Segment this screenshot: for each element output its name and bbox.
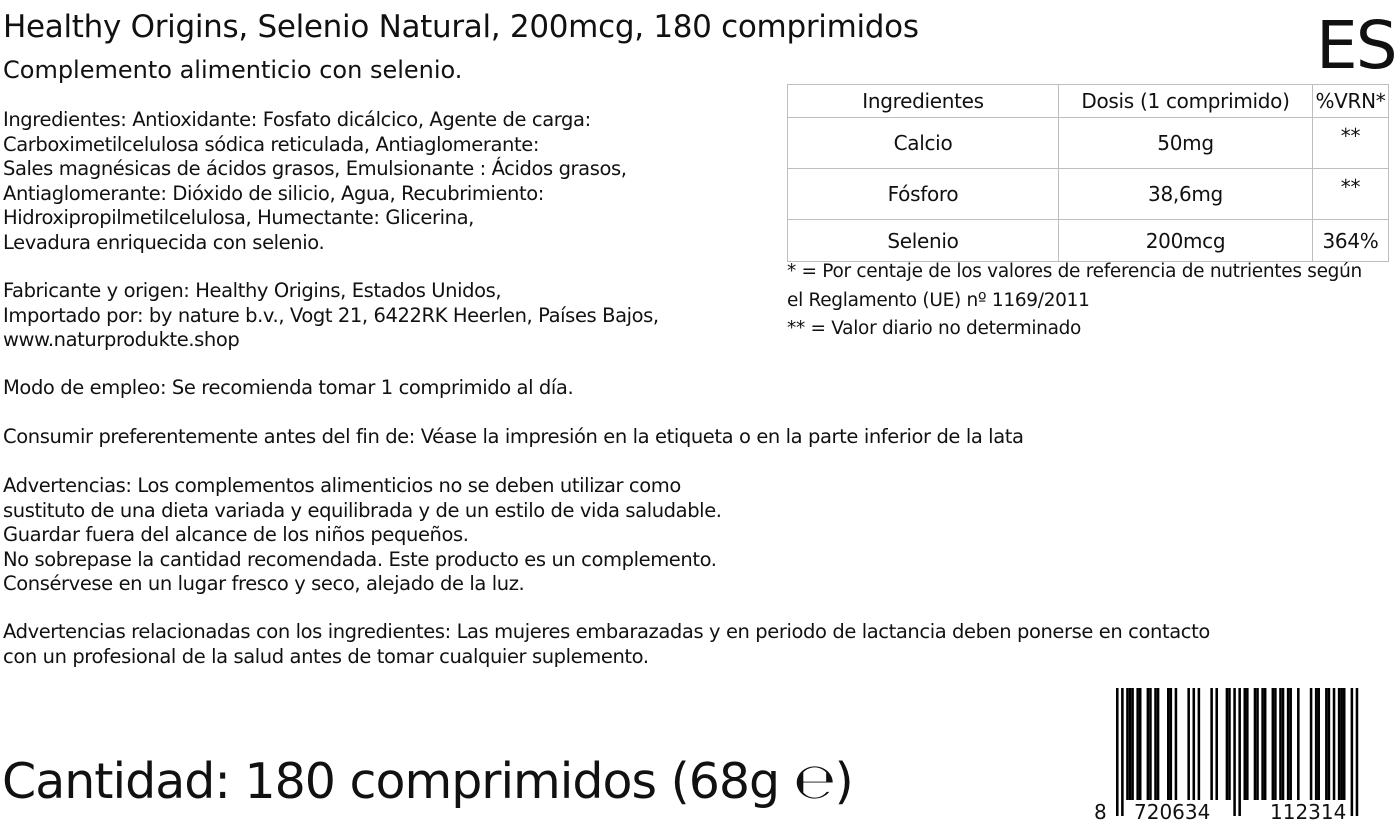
nutrient-name: Selenio bbox=[788, 220, 1059, 262]
barcode-bar bbox=[1149, 688, 1152, 800]
barcode-bar bbox=[1343, 688, 1346, 800]
nutrient-name: Fósforo bbox=[788, 169, 1059, 220]
barcode-bar bbox=[1328, 688, 1331, 800]
ingredients-block bbox=[3, 108, 627, 256]
best-before-note bbox=[3, 425, 1024, 450]
ingredient-warnings-block bbox=[3, 620, 1210, 669]
nutrient-dose: 38,6mg bbox=[1059, 169, 1313, 220]
footnote-line: el Reglamento (UE) nº 1169/2011 bbox=[787, 289, 1090, 311]
barcode-bar bbox=[1170, 688, 1173, 800]
barcode-bar bbox=[1315, 688, 1318, 800]
ingredients-line: Sales magnésicas de ácidos grasos, Emulsionante : Ácidos grasos, bbox=[3, 157, 627, 181]
barcode-bar bbox=[1167, 688, 1170, 800]
warnings-line: No sobrepase la cantidad recomendada. Este producto es un complemento. bbox=[3, 547, 717, 571]
nutrient-vrn: ** bbox=[1313, 118, 1389, 169]
barcode-guard-bar bbox=[1233, 688, 1236, 816]
barcode-bar bbox=[1274, 688, 1277, 800]
ingredients-line: Carboximetilcelulosa sódica reticulada, Antiaglomerante: bbox=[3, 132, 540, 156]
barcode-bar bbox=[1317, 688, 1320, 800]
ingredients-line: Hidroxipropilmetilcelulosa, Humectante: Glicerina, bbox=[3, 206, 474, 230]
manufacturer-line: Importado por: by nature b.v., Vogt 21, 6422RK Heerlen, Países Bajos, bbox=[3, 303, 659, 327]
product-subtitle: Complemento alimenticio con selenio. bbox=[3, 56, 463, 84]
barcode-bar bbox=[1126, 688, 1129, 800]
net-quantity: Cantidad: 180 comprimidos (68g ℮) bbox=[2, 753, 853, 810]
table-row bbox=[788, 118, 1389, 169]
barcode-bar bbox=[1210, 688, 1213, 800]
barcode-bar bbox=[1136, 688, 1139, 800]
barcode-bar bbox=[1244, 688, 1247, 800]
barcode-bar bbox=[1187, 688, 1190, 800]
column-header: %VRN* bbox=[1313, 85, 1389, 118]
barcode-bar bbox=[1228, 688, 1231, 800]
usage-line: Modo de empleo: Se recomienda tomar 1 comprimido al día. bbox=[3, 376, 574, 399]
column-header: Ingredientes bbox=[788, 85, 1059, 118]
barcode-bar bbox=[1325, 688, 1328, 800]
barcode-bar bbox=[1157, 688, 1160, 800]
barcode-bar bbox=[1256, 688, 1259, 800]
barcode-number bbox=[1094, 800, 1394, 830]
barcode-bar bbox=[1246, 688, 1249, 800]
footnote-line: * = Por centaje de los valores de referencia de nutrientes según bbox=[787, 261, 1362, 282]
barcode-digit-group: 8 bbox=[1094, 800, 1107, 824]
table-row bbox=[788, 220, 1389, 262]
nutrition-table bbox=[787, 84, 1389, 262]
barcode-bar bbox=[1272, 688, 1275, 800]
warnings-line: Consérvese en un lugar fresco y seco, alejado de la luz. bbox=[3, 572, 525, 596]
footnote-line: ** = Valor diario no determinado bbox=[787, 318, 1082, 339]
best-before-line: Consumir preferentemente antes del fin de: Véase la impresión en la etiqueta o en la parte inferior de la lata bbox=[3, 425, 1024, 448]
ingredient-warnings-line: con un profesional de la salud antes de tomar cualquier suplemento. bbox=[3, 644, 649, 668]
nutrient-vrn: ** bbox=[1313, 169, 1389, 220]
barcode-bar bbox=[1289, 688, 1292, 800]
barcode-bar bbox=[1175, 688, 1178, 800]
barcode-guard-bar bbox=[1238, 688, 1241, 816]
nutrient-name: Calcio bbox=[788, 118, 1059, 169]
barcode-bar bbox=[1297, 688, 1300, 800]
barcode-icon bbox=[1116, 688, 1390, 816]
product-title: Healthy Origins, Selenio Natural, 200mcg, 180 comprimidos bbox=[3, 9, 919, 45]
table-row bbox=[788, 169, 1389, 220]
manufacturer-website: www.naturprodukte.shop bbox=[3, 328, 240, 352]
barcode-digit-group: 112314 bbox=[1270, 800, 1347, 824]
ingredients-line: Ingredientes: Antioxidante: Fosfato dicálcico, Agente de carga: bbox=[3, 108, 591, 131]
barcode-bar bbox=[1131, 688, 1134, 800]
barcode-bar bbox=[1198, 688, 1201, 800]
usage-instructions bbox=[3, 376, 573, 401]
manufacturer-line: Fabricante y origen: Healthy Origins, Estados Unidos, bbox=[3, 279, 502, 302]
nutrient-dose: 200mcg bbox=[1059, 220, 1313, 262]
table-header-row bbox=[788, 85, 1389, 118]
warnings-line: Advertencias: Los complementos alimenticios no se deben utilizar como bbox=[3, 474, 681, 497]
barcode-bar bbox=[1287, 688, 1290, 800]
barcode-bar bbox=[1264, 688, 1267, 800]
barcode-bar bbox=[1282, 688, 1285, 800]
barcode-bar bbox=[1261, 688, 1264, 800]
barcode-bar bbox=[1215, 688, 1218, 800]
barcode-digit-group: 720634 bbox=[1134, 800, 1211, 824]
table-footnotes bbox=[787, 258, 1362, 344]
barcode-guard-bar bbox=[1351, 688, 1354, 816]
warnings-line: Guardar fuera del alcance de los niños pequeños. bbox=[3, 523, 469, 547]
warnings-line: sustituto de una dieta variada y equilibrada y de un estilo de vida saludable. bbox=[3, 498, 722, 522]
nutrient-vrn: 364% bbox=[1313, 220, 1389, 262]
barcode-bar bbox=[1147, 688, 1150, 800]
ingredient-warnings-line: Advertencias relacionadas con los ingredientes: Las mujeres embarazadas y en periodo de lactancia deben ponerse en contacto bbox=[3, 620, 1210, 643]
barcode-bar bbox=[1310, 688, 1313, 800]
column-header: Dosis (1 comprimido) bbox=[1059, 85, 1313, 118]
manufacturer-block bbox=[3, 279, 659, 353]
barcode-bar bbox=[1254, 688, 1257, 800]
barcode-guard-bar bbox=[1356, 688, 1359, 816]
barcode-bar bbox=[1193, 688, 1196, 800]
barcode-bar bbox=[1129, 688, 1132, 800]
barcode-bar bbox=[1154, 688, 1157, 800]
barcode-bar bbox=[1333, 688, 1336, 800]
barcode-guard-bar bbox=[1116, 688, 1119, 816]
barcode-bar bbox=[1226, 688, 1229, 800]
language-code: ES bbox=[1316, 7, 1396, 84]
barcode-bar bbox=[1279, 688, 1282, 800]
barcode-guard-bar bbox=[1121, 688, 1124, 816]
warnings-block bbox=[3, 474, 722, 597]
nutrient-dose: 50mg bbox=[1059, 118, 1313, 169]
barcode-bar bbox=[1340, 688, 1343, 800]
barcode-bar bbox=[1139, 688, 1142, 800]
ingredients-line: Antiaglomerante: Dióxido de silicio, Agua, Recubrimiento: bbox=[3, 181, 544, 205]
barcode-bar bbox=[1338, 688, 1341, 800]
ingredients-line: Levadura enriquecida con selenio. bbox=[3, 230, 325, 254]
